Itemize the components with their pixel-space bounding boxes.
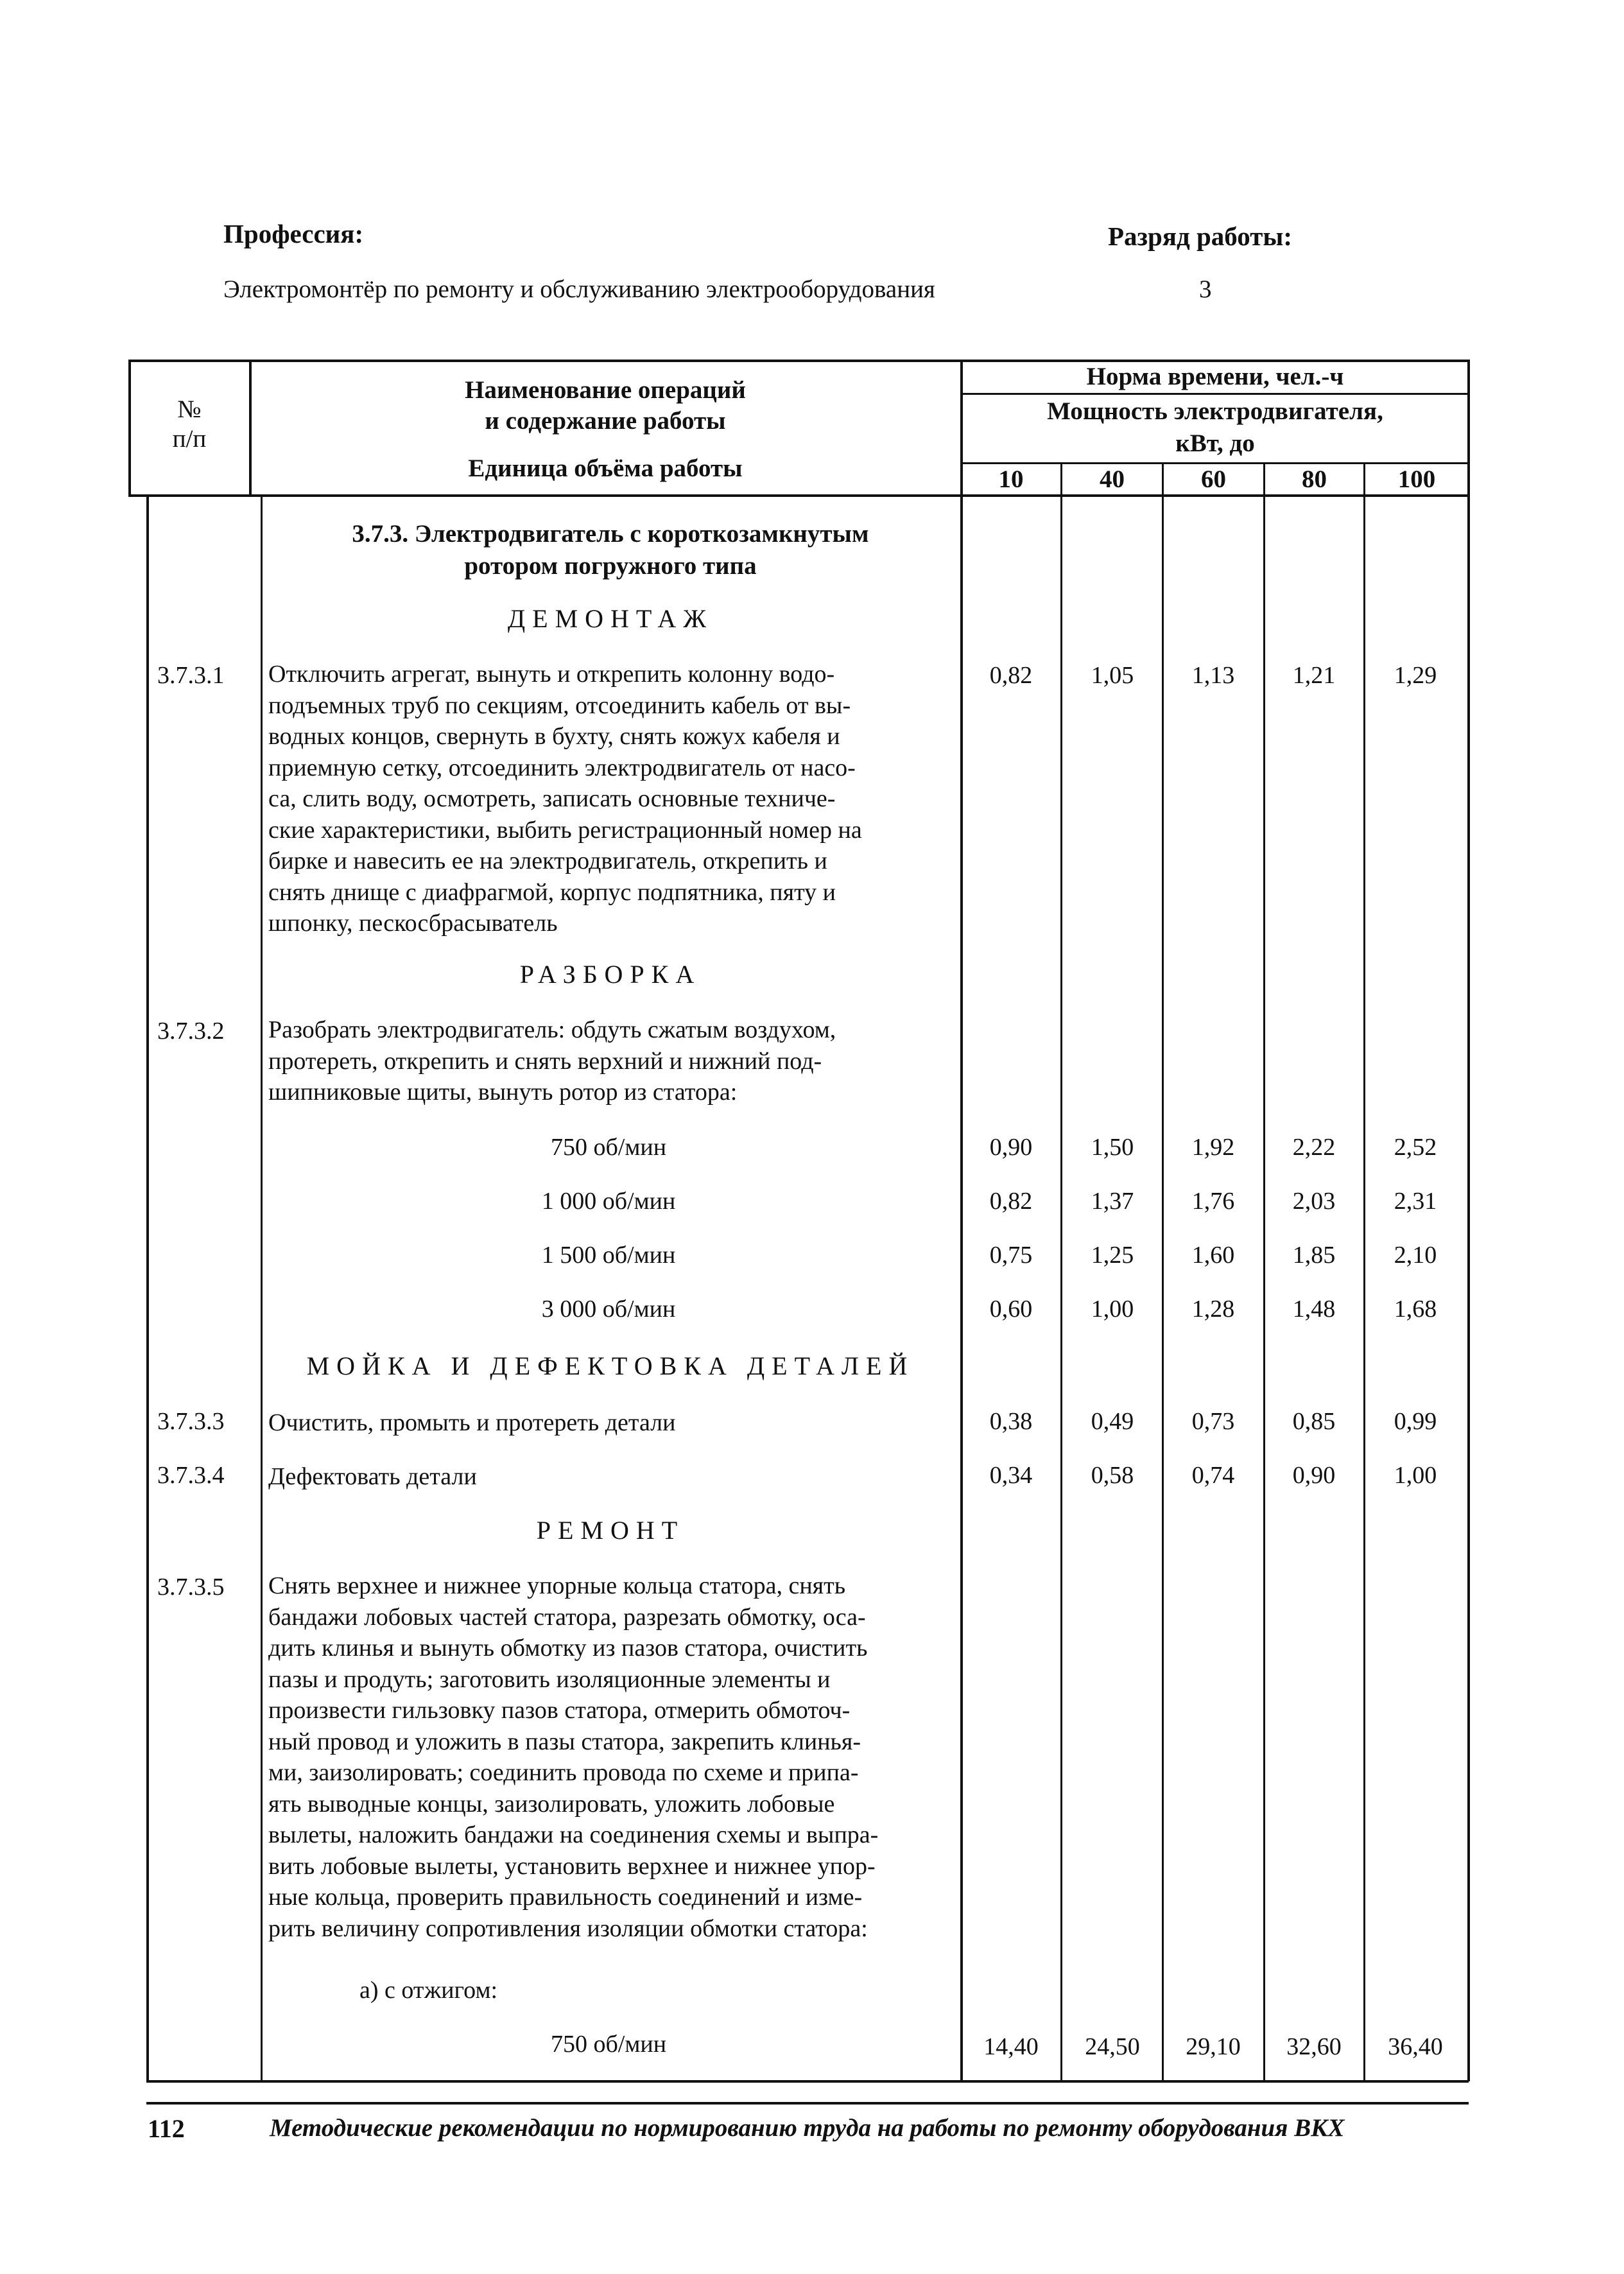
value-cell: 1,00	[1091, 1296, 1134, 1323]
power-col-40: 40	[1100, 465, 1125, 493]
group-moyka: МОЙКА И ДЕФЕКТОВКА ДЕТАЛЕЙ	[306, 1351, 915, 1380]
col-name-header-3: Единица объёма работы	[468, 455, 743, 482]
power-col-10: 10	[998, 465, 1024, 493]
value-cell: 0,49	[1091, 1408, 1134, 1435]
sub-row-label: 750 об/мин	[550, 1134, 667, 1161]
value-cell: 0,82	[989, 662, 1033, 689]
row-number: 3.7.3.3	[157, 1408, 225, 1435]
row-number: 3.7.3.4	[157, 1462, 225, 1489]
value-cell: 2,31	[1394, 1188, 1437, 1215]
value-cell: 1,37	[1091, 1188, 1134, 1215]
sub-row-label: 1 500 об/мин	[541, 1242, 676, 1269]
sub-row-label: 750 об/мин	[550, 2031, 667, 2058]
value-cell: 1,60	[1191, 1242, 1235, 1269]
section-title-1: 3.7.3. Электродвигатель с короткозамкнутым	[352, 520, 869, 548]
norm-header: Норма времени, чел.-ч	[1086, 363, 1344, 390]
value-cell: 1,92	[1191, 1134, 1235, 1161]
power-col-80: 80	[1302, 465, 1327, 493]
value-cell: 1,76	[1191, 1188, 1235, 1215]
value-cell: 0,74	[1191, 1462, 1235, 1489]
footer-rule	[146, 2102, 1469, 2105]
group-demontage: ДЕМОНТАЖ	[507, 604, 714, 633]
col-name-header-1: Наименование операций	[465, 376, 746, 404]
value-cell: 1,05	[1091, 662, 1134, 689]
col-number-header: № п/п	[172, 395, 207, 453]
grade-value: 3	[1199, 275, 1212, 303]
value-cell: 0,38	[989, 1408, 1033, 1435]
value-cell: 2,52	[1394, 1134, 1437, 1161]
value-cell: 0,90	[989, 1134, 1033, 1161]
sub-heading: а) с отжигом:	[359, 1977, 498, 2004]
value-cell: 14,40	[983, 2033, 1039, 2060]
value-cell: 0,99	[1394, 1408, 1437, 1435]
group-remont: РЕМОНТ	[536, 1516, 685, 1545]
value-cell: 24,50	[1085, 2033, 1140, 2060]
value-cell: 2,03	[1292, 1188, 1336, 1215]
col-name-header-2: и содержание работы	[485, 407, 726, 435]
footer-title: Методические рекомендации по нормированию труда на работы по ремонту оборудования ВКХ	[270, 2114, 1345, 2142]
section-title-2: ротором погружного типа	[464, 552, 757, 580]
power-col-60: 60	[1201, 465, 1226, 493]
row-number: 3.7.3.1	[157, 662, 225, 689]
group-razborka: РАЗБОРКА	[519, 960, 702, 989]
value-cell: 1,48	[1292, 1296, 1336, 1323]
value-cell: 0,58	[1091, 1462, 1134, 1489]
sub-row-label: 3 000 об/мин	[541, 1296, 676, 1323]
sub-row-label: 1 000 об/мин	[541, 1188, 676, 1215]
row-description: Разобрать электродвигатель: обдуть сжатым воздухом, протереть, открепить и снять верхний и нижний под- шипниковые щиты, вынуть ротор из статора:	[268, 1016, 836, 1106]
value-cell: 1,29	[1394, 662, 1437, 689]
value-cell: 1,85	[1292, 1242, 1336, 1269]
row-description: Дефектовать детали	[268, 1463, 477, 1490]
value-cell: 32,60	[1286, 2033, 1342, 2060]
value-cell: 2,22	[1292, 1134, 1336, 1161]
value-cell: 2,10	[1394, 1242, 1437, 1269]
value-cell: 29,10	[1186, 2033, 1241, 2060]
value-cell: 1,21	[1292, 662, 1336, 689]
value-cell: 1,68	[1394, 1296, 1437, 1323]
row-number: 3.7.3.5	[157, 1574, 225, 1601]
value-cell: 1,50	[1091, 1134, 1134, 1161]
value-cell: 0,73	[1191, 1408, 1235, 1435]
value-cell: 0,34	[989, 1462, 1033, 1489]
grade-label: Разряд работы:	[1108, 221, 1293, 251]
value-cell: 0,75	[989, 1242, 1033, 1269]
row-number: 3.7.3.2	[157, 1018, 225, 1045]
profession-label: Профессия:	[223, 219, 364, 248]
value-cell: 1,28	[1191, 1296, 1235, 1323]
row-description: Отключить агрегат, вынуть и открепить колонну водо- подъемных труб по секциям, отсоединить кабель от вы- водных концов, свернуть в бухту, снять кожух кабеля и приемную сетку, отсоединить электродвигатель от насо- са, слить воду, осмотреть, записать основные техниче- ские характеристики, выбить регистрационный номер на бирке и навесить ее на электродвигатель, открепить и снять днище с диафрагмой, корпус подпятника, пяту и шпонку, пескосбрасыватель	[268, 661, 862, 937]
value-cell: 0,90	[1292, 1462, 1336, 1489]
value-cell: 0,60	[989, 1296, 1033, 1323]
value-cell: 36,40	[1388, 2033, 1443, 2060]
value-cell: 0,82	[989, 1188, 1033, 1215]
value-cell: 1,00	[1394, 1462, 1437, 1489]
profession-value: Электромонтёр по ремонту и обслуживанию электрооборудования	[223, 275, 935, 303]
power-header-1: Мощность электродвигателя,	[1047, 397, 1383, 425]
row-description: Снять верхнее и нижнее упорные кольца статора, снять бандажи лобовых частей статора, разрезать обмотку, оса- дить клинья и вынуть обмотку из пазов статора, очистить пазы и продуть; заготовить изоляционные элементы и произвести гильзовку пазов статора, отмерить обмоточ- ный провод и уложить в пазы статора, закрепить клинья- ми, заизолировать; соединить провода по схеме и припа- ять выводные концы, заизолировать, уложить лобовые вылеты, наложить бандажи на соединения схемы и выпра- вить лобовые вылеты, установить верхнее и нижнее упор- ные кольца, проверить правильность соединений и изме- рить величину сопротивления изоляции обмотки статора:	[268, 1572, 879, 1942]
power-header-2: кВт, до	[1175, 430, 1255, 457]
power-col-100: 100	[1397, 465, 1436, 493]
value-cell: 1,13	[1191, 662, 1235, 689]
page-number: 112	[148, 2114, 185, 2143]
value-cell: 0,85	[1292, 1408, 1336, 1435]
value-cell: 1,25	[1091, 1242, 1134, 1269]
row-description: Очистить, промыть и протереть детали	[268, 1409, 676, 1436]
